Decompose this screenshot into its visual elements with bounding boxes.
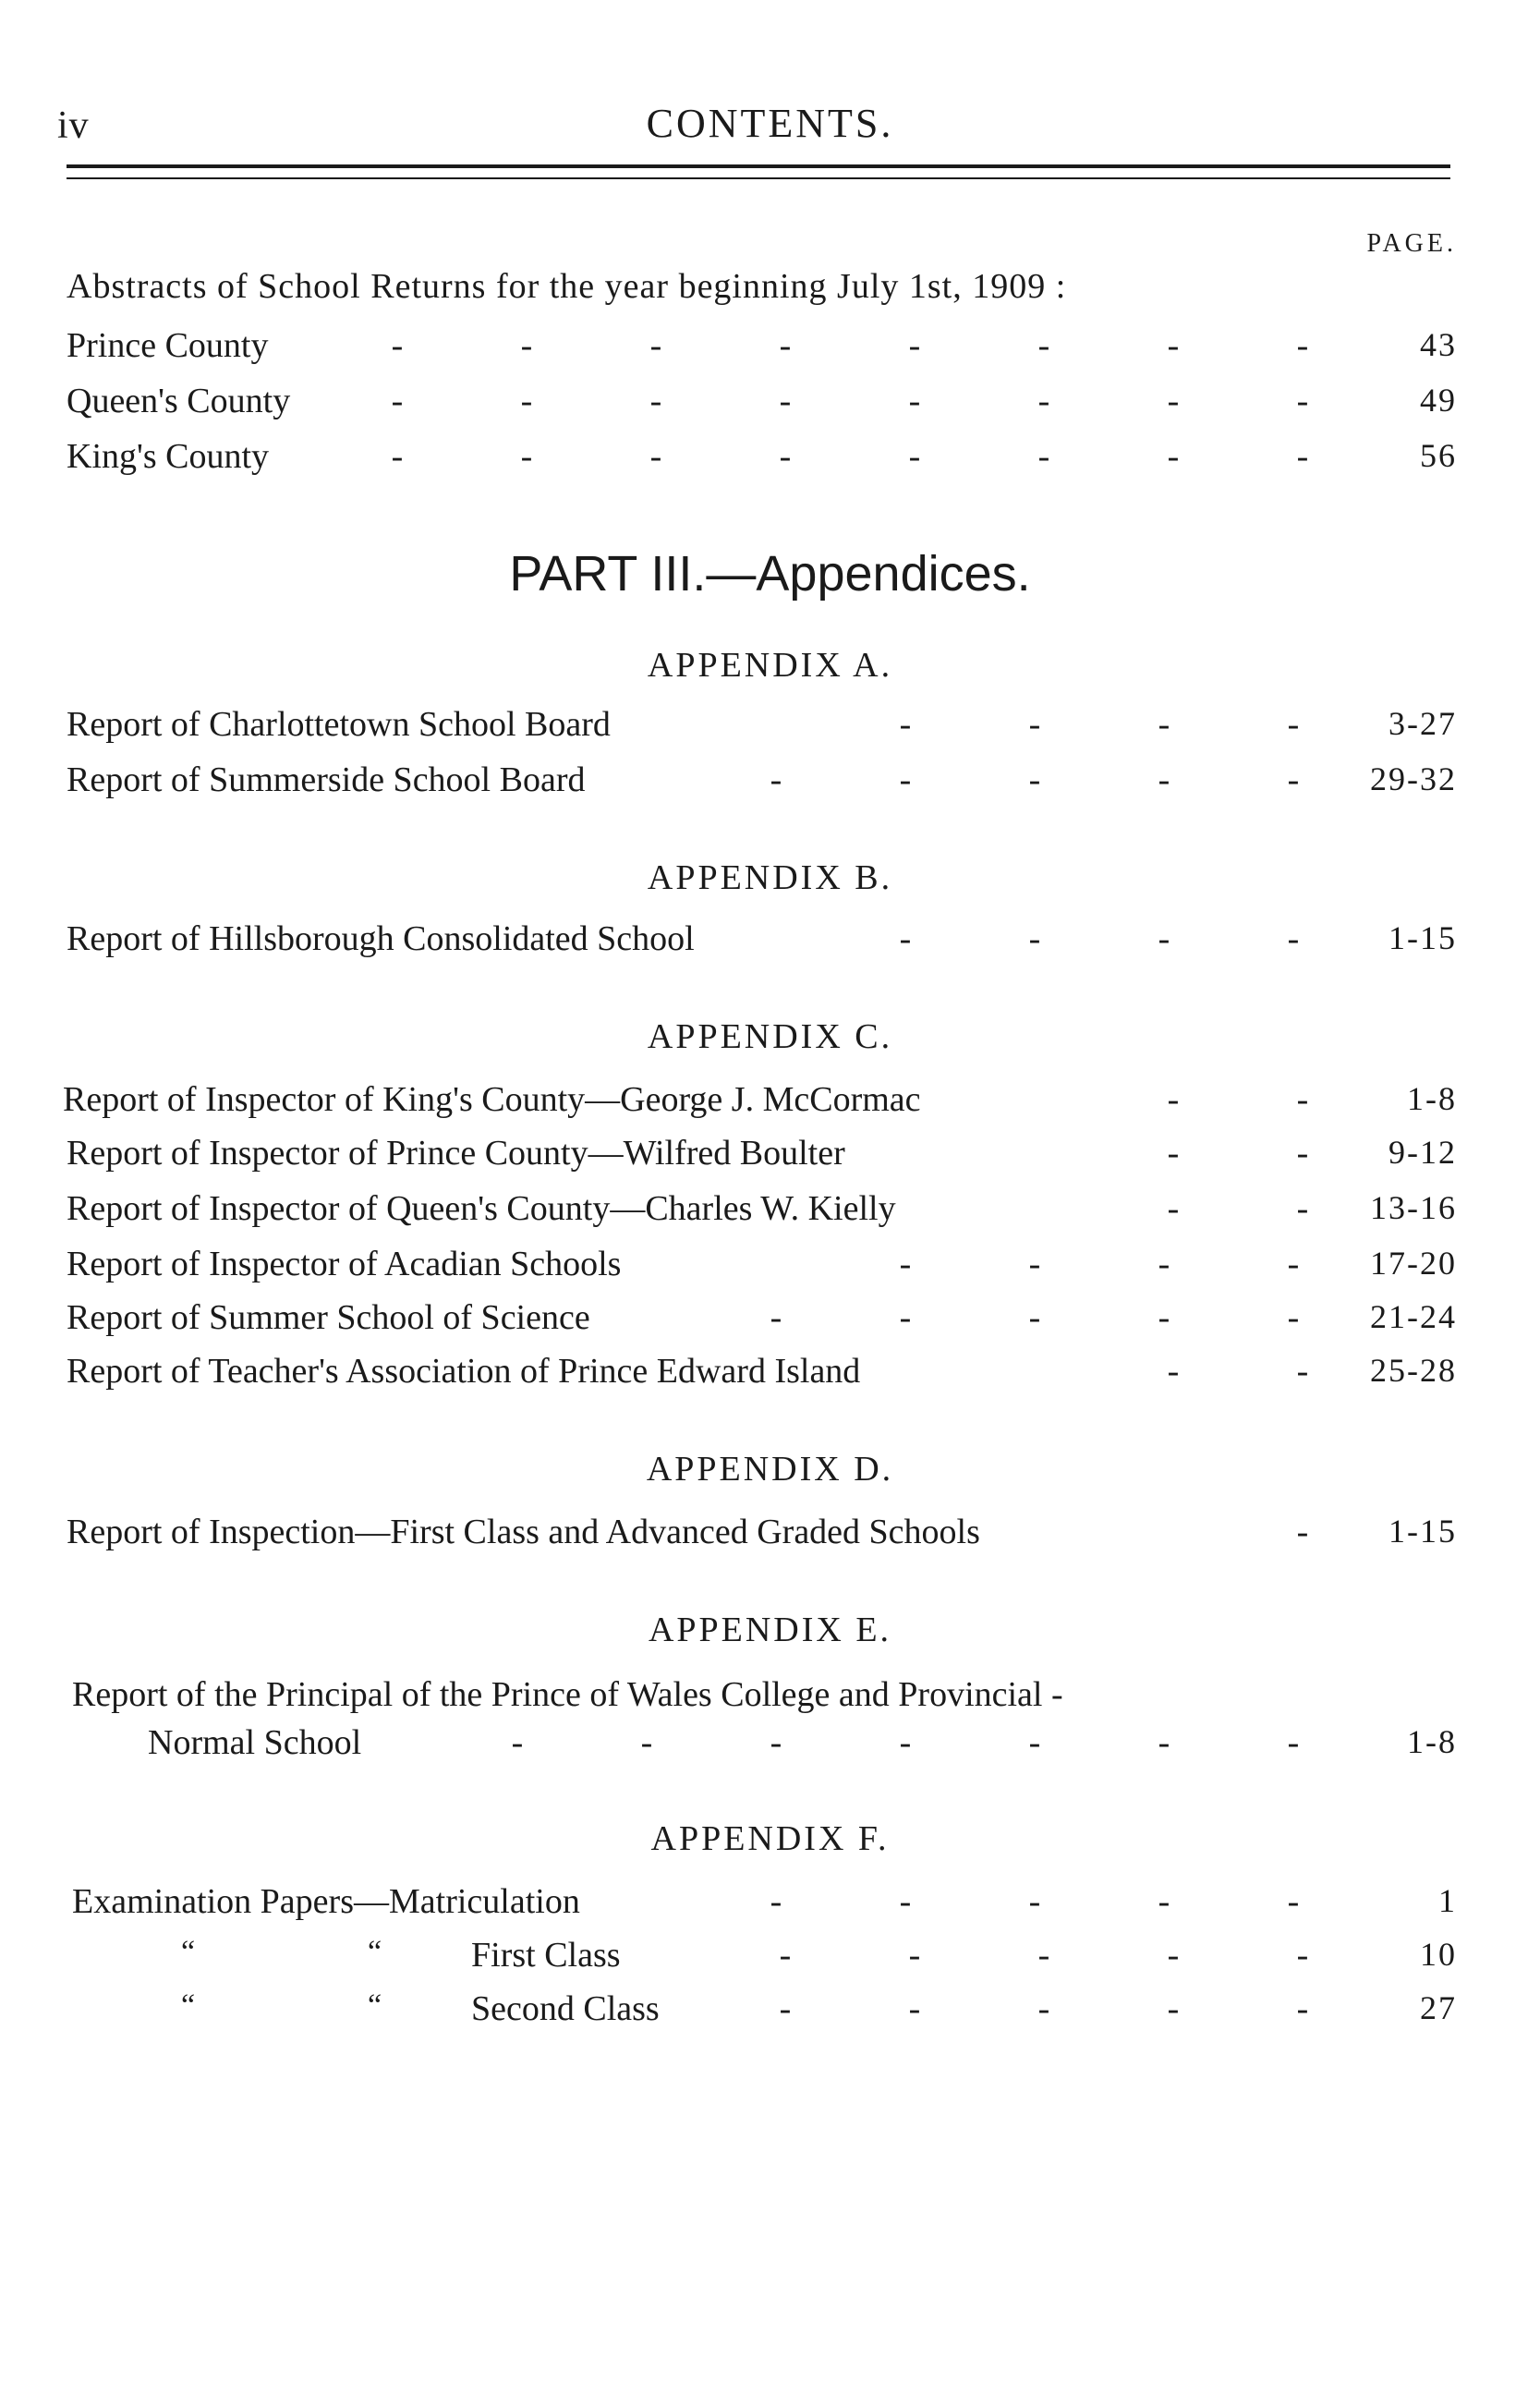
dot-leader: - - <box>1167 1352 1309 1391</box>
entry-title: Report of the Principal of the Prince of Wales College and Provincial - <box>72 1675 1063 1714</box>
dot-leader: - - - - - <box>770 1298 1300 1337</box>
dot-leader: - - - - - <box>779 1936 1309 1975</box>
entry-title: Report of Inspector of King's County—George J. McCormac <box>63 1080 921 1119</box>
entry-title: First Class <box>471 1936 621 1975</box>
dot-leader: - - - - - <box>779 1989 1309 2028</box>
appendix-e-heading: APPENDIX E. <box>648 1611 892 1649</box>
entry-page: 49 <box>1420 382 1457 419</box>
dot-leader: - - - - - - - - <box>391 326 1309 365</box>
entry-title: Examination Papers—Matriculation <box>72 1882 580 1921</box>
dot-leader: - - <box>1167 1189 1309 1228</box>
dot-leader: - - - - - - - <box>511 1723 1300 1762</box>
entry-title: Report of Inspector of Prince County—Wilfred Boulter <box>67 1134 845 1173</box>
appendix-f-heading: APPENDIX F. <box>650 1819 890 1858</box>
entry-page: 56 <box>1420 437 1457 474</box>
ditto-mark: “ <box>181 1988 198 2023</box>
dot-leader: - - - - <box>899 705 1300 744</box>
appendix-a-heading: APPENDIX A. <box>647 646 893 685</box>
ditto-mark: “ <box>181 1935 198 1969</box>
dot-leader: - - - - - <box>770 1882 1300 1921</box>
dot-leader: - - - - - - - - <box>391 382 1309 420</box>
entry-title: Report of Inspection—First Class and Advanced Graded Schools <box>67 1513 980 1551</box>
part-heading: PART III.—Appendices. <box>509 546 1031 602</box>
entry-page: 21-24 <box>1370 1298 1457 1335</box>
appendix-b-heading: APPENDIX B. <box>647 858 893 897</box>
entry-title: Second Class <box>471 1989 660 2028</box>
dot-leader: - - - - - <box>770 760 1300 799</box>
entry-page: 1-15 <box>1388 1513 1457 1550</box>
entry-page: 1-8 <box>1407 1080 1457 1117</box>
dot-leader: - <box>1296 1513 1309 1551</box>
page-folio: iv <box>57 104 90 147</box>
appendix-d-heading: APPENDIX D. <box>646 1450 894 1489</box>
entry-page: 1 <box>1438 1882 1457 1919</box>
entry-title: Report of Teacher's Association of Prince Edward Island <box>67 1352 861 1391</box>
entry-page: 9-12 <box>1388 1134 1457 1171</box>
dot-leader: - - - - <box>899 1245 1300 1283</box>
entry-page: 10 <box>1420 1936 1457 1973</box>
ditto-mark: “ <box>368 1988 384 2023</box>
ditto-mark: “ <box>368 1935 384 1969</box>
entry-title: Report of Hillsborough Consolidated School <box>67 919 695 958</box>
dot-leader: - - <box>1167 1080 1309 1119</box>
entry-title: King's County <box>67 437 270 476</box>
entry-title: Report of Summerside School Board <box>67 760 586 799</box>
entry-title: Queen's County <box>67 382 291 420</box>
entry-title: Report of Inspector of Acadian Schools <box>67 1245 622 1283</box>
entry-page: 1-8 <box>1407 1723 1457 1760</box>
entry-title: Normal School <box>148 1723 362 1762</box>
entry-title: Report of Summer School of Science <box>67 1298 590 1337</box>
entry-title: Report of Inspector of Queen's County—Charles W. Kielly <box>67 1189 896 1228</box>
dot-leader: - - - - <box>899 919 1300 958</box>
abstracts-intro: Abstracts of School Returns for the year beginning July 1st, 1909 : <box>67 267 1067 306</box>
page-column-label: PAGE. <box>1366 229 1457 258</box>
entry-page: 13-16 <box>1370 1189 1457 1226</box>
header-rule-thin <box>67 177 1450 179</box>
dot-leader: - - <box>1167 1134 1309 1173</box>
entry-page: 43 <box>1420 326 1457 363</box>
entry-page: 3-27 <box>1388 705 1457 742</box>
entry-page: 17-20 <box>1370 1245 1457 1282</box>
header-rule-thick <box>67 164 1450 168</box>
appendix-c-heading: APPENDIX C. <box>647 1017 893 1056</box>
running-title: CONTENTS. <box>646 101 894 146</box>
entry-page: 29-32 <box>1370 760 1457 797</box>
entry-page: 25-28 <box>1370 1352 1457 1389</box>
entry-page: 27 <box>1420 1989 1457 2026</box>
entry-title: Report of Charlottetown School Board <box>67 705 611 744</box>
dot-leader: - - - - - - - - <box>391 437 1309 476</box>
entry-title: Prince County <box>67 326 269 365</box>
entry-page: 1-15 <box>1388 919 1457 956</box>
